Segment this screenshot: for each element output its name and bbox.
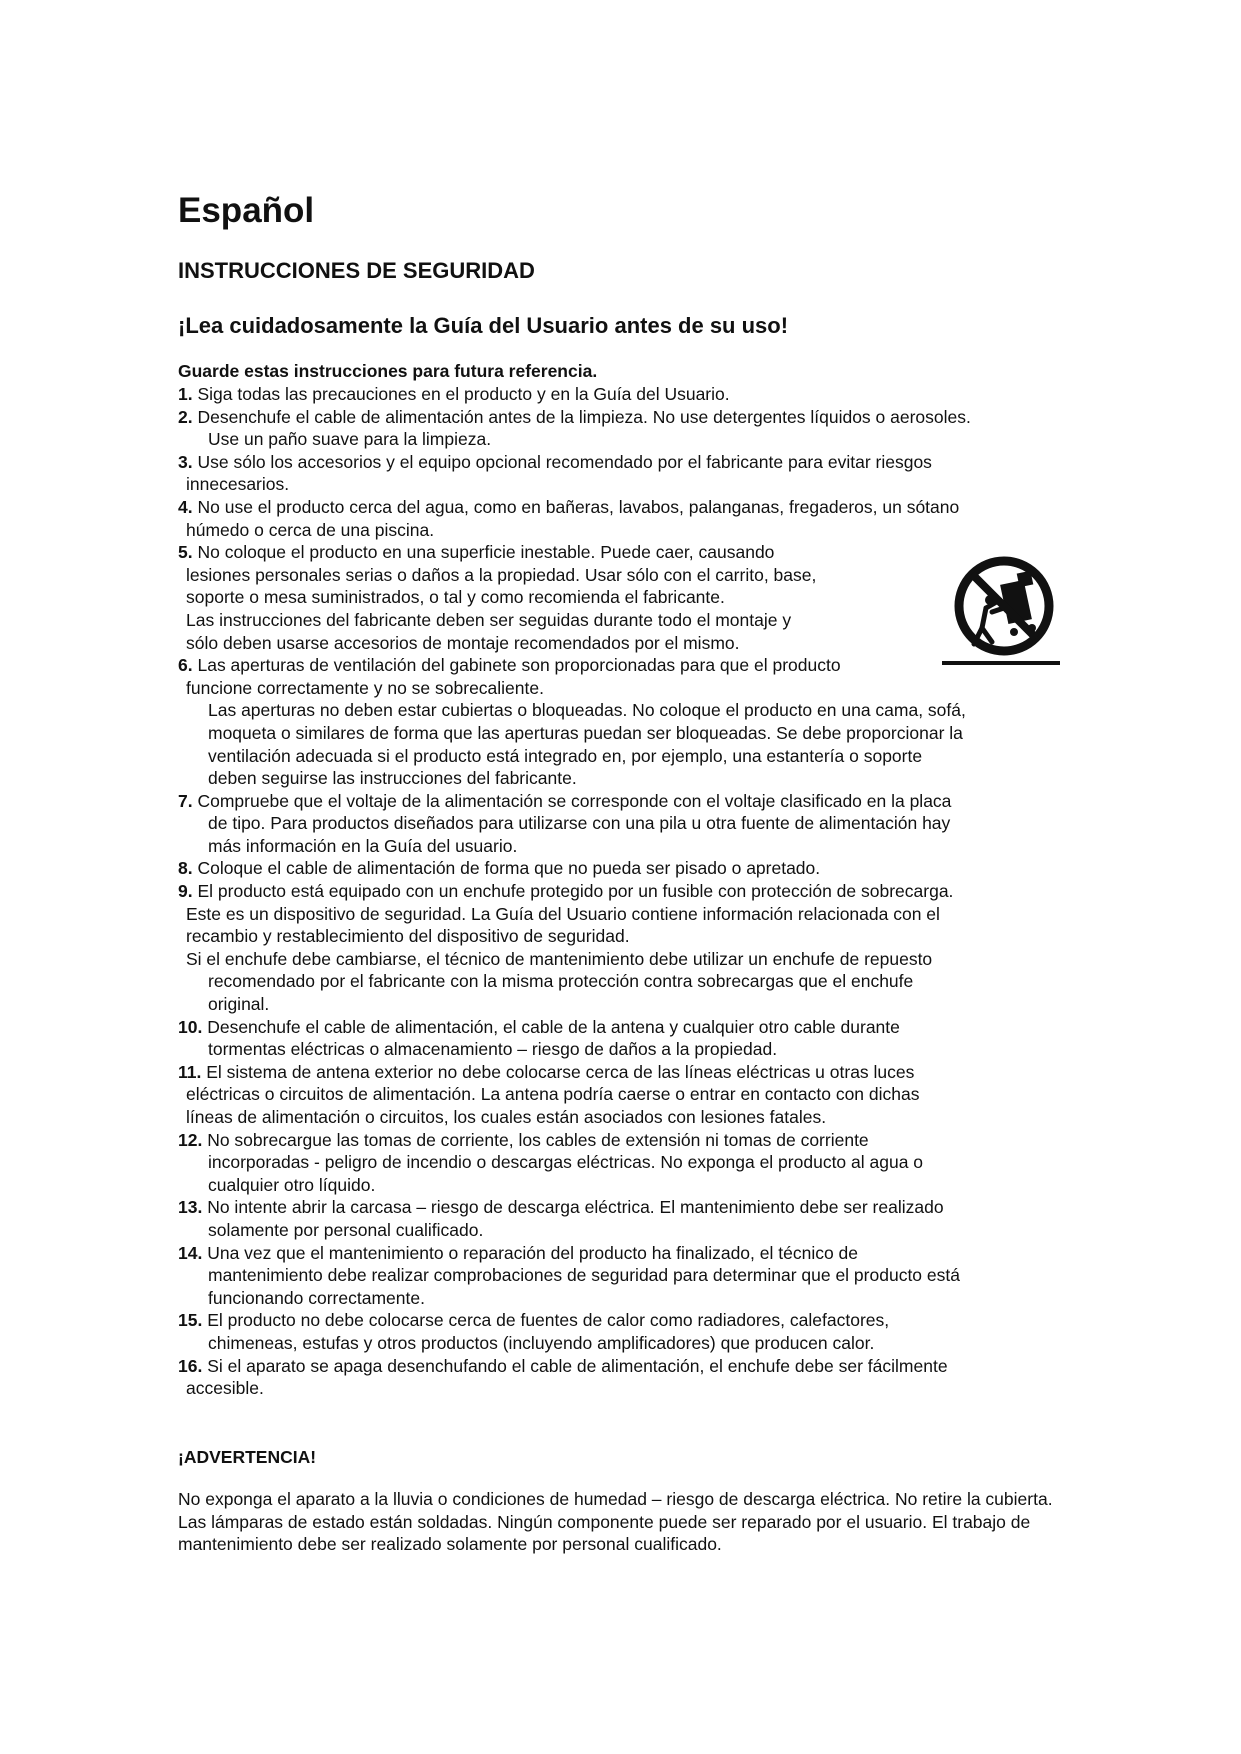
item-number: 7. <box>178 790 193 811</box>
item-text: lesiones personales serias o daños a la propiedad. Usar sólo con el carrito, base, <box>186 564 817 585</box>
list-item <box>178 857 1078 880</box>
list-item <box>178 1061 1078 1129</box>
item-text: moqueta o similares de forma que las aperturas puedan ser bloqueadas. Se debe proporcionar la <box>208 722 963 743</box>
safety-instructions-list <box>178 383 1078 1400</box>
item-text: húmedo o cerca de una piscina. <box>186 519 435 540</box>
item-text: accesible. <box>186 1378 264 1399</box>
list-item <box>178 1242 1078 1310</box>
item-text: incorporadas - peligro de incendio o descargas eléctricas. No exponga el producto al agua o <box>208 1152 924 1173</box>
item-text: mantenimiento debe realizar comprobaciones de seguridad para determinar que el producto está <box>208 1265 960 1286</box>
item-text: ventilación adecuada si el producto está integrado en, por ejemplo, una estantería o soporte <box>208 745 923 766</box>
no-cart-tipping-warning-icon <box>934 552 1074 676</box>
item-number: 4. <box>178 496 193 517</box>
list-item <box>178 496 1078 541</box>
item-text: funcione correctamente y no se sobrecaliente. <box>186 677 544 698</box>
item-text: de tipo. Para productos diseñados para utilizarse con una pila u otra fuente de alimentación hay <box>208 813 951 834</box>
item-text: deben seguirse las instrucciones del fabricante. <box>208 768 577 789</box>
item-text: líneas de alimentación o circuitos, los cuales están asociados con lesiones fatales. <box>186 1107 827 1127</box>
item-text: Coloque el cable de alimentación de forma que no pueda ser pisado o apretado. <box>197 858 821 879</box>
item-text: funcionando correctamente. <box>208 1287 425 1308</box>
warning-title: ¡ADVERTENCIA! <box>178 1447 317 1467</box>
item-text: soporte o mesa suministrados, o tal y como recomienda el fabricante. <box>186 587 725 608</box>
item-text: Si el enchufe debe cambiarse, el técnico de mantenimiento debe utilizar un enchufe de repuesto <box>186 948 933 969</box>
item-text: Desenchufe el cable de alimentación, el cable de la antena y cualquier otro cable durante <box>207 1016 900 1037</box>
item-number: 1. <box>178 384 193 404</box>
item-number: 11. <box>178 1061 202 1082</box>
read-manual-notice: ¡Lea cuidadosamente la Guía del Usuario antes de su uso! <box>178 313 789 338</box>
item-text: Siga todas las precauciones en el producto y en la Guía del Usuario. <box>197 384 730 404</box>
item-text: No use el producto cerca del agua, como en bañeras, lavabos, palanganas, fregaderos, un sótano <box>197 496 960 517</box>
item-text: sólo deben usarse accesorios de montaje recomendados por el mismo. <box>186 632 740 653</box>
list-item <box>178 383 1078 406</box>
item-number: 15. <box>178 1310 203 1331</box>
item-number: 5. <box>178 542 193 563</box>
section-heading: INSTRUCCIONES DE SEGURIDAD <box>178 258 535 283</box>
item-text: innecesarios. <box>186 474 290 495</box>
list-item <box>178 406 1078 451</box>
item-text: solamente por personal cualificado. <box>208 1219 484 1240</box>
item-number: 6. <box>178 655 193 676</box>
item-text: El sistema de antena exterior no debe colocarse cerca de las líneas eléctricas u otras luces <box>206 1061 915 1082</box>
item-number: 2. <box>178 406 193 427</box>
item-text: No sobrecargue las tomas de corriente, los cables de extensión ni tomas de corriente <box>207 1129 869 1150</box>
item-text: Desenchufe el cable de alimentación antes de la limpieza. No use detergentes líquidos o aerosoles. <box>197 406 971 427</box>
item-number: 14. <box>178 1242 203 1263</box>
item-number: 9. <box>178 881 193 902</box>
item-number: 8. <box>178 858 193 879</box>
list-item <box>178 1129 1078 1197</box>
item-text: Una vez que el mantenimiento o reparación del producto ha finalizado, el técnico de <box>207 1242 859 1263</box>
item-number: 16. <box>178 1355 203 1376</box>
item-text: Este es un dispositivo de seguridad. La Guía del Usuario contiene información relacionada con el <box>186 903 940 924</box>
item-text: recambio y restablecimiento del dispositivo de seguridad. <box>186 926 630 947</box>
item-text: Las instrucciones del fabricante deben ser seguidas durante todo el montaje y <box>186 609 792 630</box>
item-number: 13. <box>178 1197 203 1218</box>
list-item <box>178 790 1078 858</box>
item-text: Las aperturas no deben estar cubiertas o bloqueadas. No coloque el producto en una cama, sofá, <box>208 700 966 721</box>
list-item <box>178 1016 1078 1061</box>
item-text: cualquier otro líquido. <box>208 1174 376 1195</box>
item-number: 12. <box>178 1129 203 1150</box>
item-text: Si el aparato se apaga desenchufando el cable de alimentación, el enchufe debe ser fácilmente <box>207 1355 948 1376</box>
item-text: Las aperturas de ventilación del gabinete son proporcionadas para que el producto <box>197 655 841 676</box>
keep-instructions-note: Guarde estas instrucciones para futura referencia. <box>178 361 598 381</box>
item-text: chimeneas, estufas y otros productos (incluyendo amplificadores) que producen calor. <box>208 1332 875 1353</box>
item-text: tormentas eléctricas o almacenamiento – riesgo de daños a la propiedad. <box>208 1039 778 1060</box>
item-text: El producto está equipado con un enchufe protegido por un fusible con protección de sobrecarga. <box>197 881 954 902</box>
item-text: Use un paño suave para la limpieza. <box>208 429 492 450</box>
item-text: El producto no debe colocarse cerca de fuentes de calor como radiadores, calefactores, <box>207 1310 890 1331</box>
warning-text: No exponga el aparato a la lluvia o condiciones de humedad – riesgo de descarga eléctrica. No retire la cubierta. Las lámparas de estado están soldadas. Ningún componente puede ser reparado por el usuario. El trabajo de mantenimiento debe ser realizado solamente por personal cualificado. <box>178 1489 1053 1555</box>
item-text: más información en la Guía del usuario. <box>208 835 518 856</box>
item-text: Use sólo los accesorios y el equipo opcional recomendado por el fabricante para evitar riesgos <box>197 451 932 472</box>
item-text: eléctricas o circuitos de alimentación. La antena podría caerse o entrar en contacto con dichas <box>186 1084 920 1105</box>
list-item <box>178 1355 1078 1400</box>
item-number: 3. <box>178 451 193 472</box>
list-item <box>178 541 918 654</box>
item-text: recomendado por el fabricante con la misma protección contra sobrecargas que el enchufe <box>208 971 914 992</box>
list-item <box>178 1196 1078 1241</box>
item-text: No intente abrir la carcasa – riesgo de descarga eléctrica. El mantenimiento debe ser realizado <box>207 1197 944 1218</box>
item-text: No coloque el producto en una superficie inestable. Puede caer, causando <box>197 542 775 563</box>
list-item <box>178 880 1078 1016</box>
list-item <box>178 451 1078 496</box>
page-title: Español <box>178 191 315 230</box>
item-number: 10. <box>178 1016 203 1037</box>
list-item <box>178 1309 1078 1354</box>
item-text: original. <box>208 994 270 1015</box>
item-text: Compruebe que el voltaje de la alimentación se corresponde con el voltaje clasificado en la placa <box>197 790 952 811</box>
